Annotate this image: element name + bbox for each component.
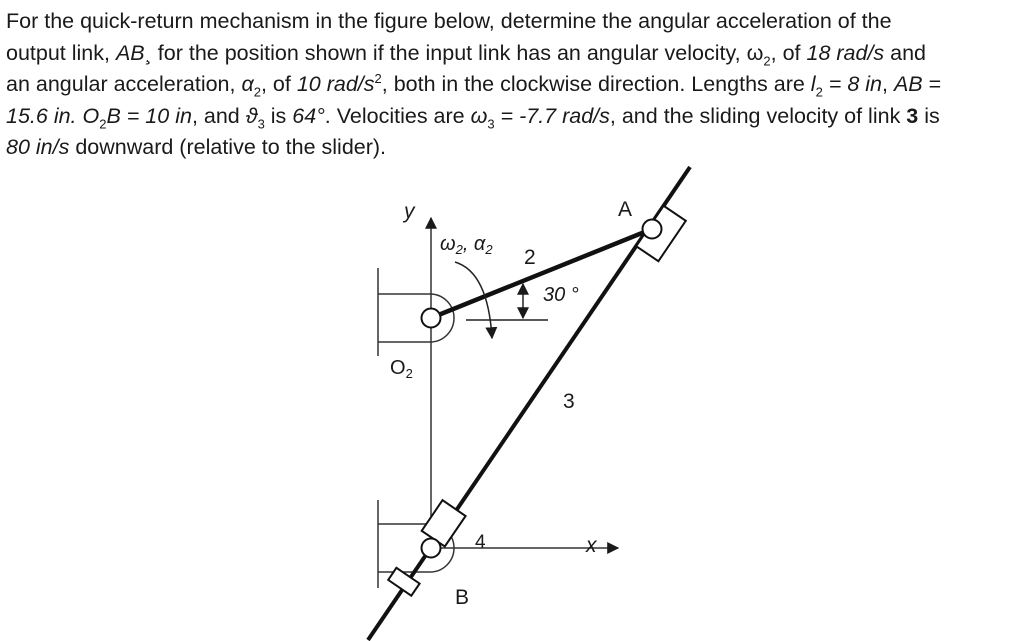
angle-label: 30 °: [543, 284, 579, 306]
pin-o2: [422, 309, 441, 328]
problem-text: ,: [881, 72, 894, 96]
omega-symbol: ω: [746, 40, 764, 65]
pin-a: [643, 220, 662, 239]
problem-text: is: [918, 103, 940, 128]
problem-text: is: [264, 103, 293, 128]
problem-value: 80 in/s: [6, 135, 70, 159]
problem-symbol: AB: [893, 72, 923, 96]
link-2-label: 2: [524, 246, 536, 269]
problem-value: B = 10 in: [106, 103, 192, 128]
problem-text: , and: [191, 103, 246, 128]
subscript: 2: [99, 115, 107, 131]
problem-text: output link,: [6, 40, 116, 65]
problem-text: an angular acceleration,: [6, 72, 242, 96]
problem-text: and: [884, 40, 927, 65]
problem-text: ¸ for the position shown if the input link has an angular velocity,: [144, 40, 747, 65]
problem-symbol: l: [810, 72, 816, 96]
problem-text: , both in the clockwise direction. Lengths are: [381, 72, 811, 96]
alpha-symbol: α: [241, 72, 254, 96]
problem-value: = -7.7 rad/s: [494, 103, 610, 128]
problem-text: . Velocities are: [324, 103, 471, 128]
problem-text: , of: [260, 72, 297, 96]
y-axis-label: y: [404, 200, 415, 223]
subscript: 2: [253, 84, 261, 100]
pin-b: [422, 539, 441, 558]
link-4-label: 4: [475, 532, 486, 553]
link-3-label: 3: [563, 390, 575, 413]
omega-symbol: ω: [470, 103, 488, 128]
problem-value: = 8 in: [822, 72, 882, 96]
problem-text: , and the sliding velocity of link: [609, 103, 907, 128]
x-axis-label: x: [586, 534, 597, 557]
problem-value: 10 rad/s: [296, 72, 375, 96]
subscript: 3: [257, 115, 265, 131]
point-a-label: A: [618, 198, 633, 221]
problem-text: =: [922, 72, 942, 96]
problem-emphasis: 3: [906, 103, 919, 128]
problem-text: AB: [115, 40, 145, 65]
theta-symbol: ϑ: [245, 103, 258, 128]
subscript: 2: [815, 84, 823, 100]
problem-text: , of: [770, 40, 807, 65]
problem-value: 64°: [292, 103, 325, 128]
problem-text: downward (relative to the slider).: [69, 135, 387, 159]
problem-value: 15.6 in. O: [6, 103, 100, 128]
problem-value: 18 rad/s: [806, 40, 885, 65]
point-b-label: B: [455, 586, 470, 609]
subscript: 3: [487, 115, 495, 131]
pivot-o2-label: $O_2$: [390, 357, 413, 381]
superscript: 2: [374, 70, 382, 86]
subscript: 2: [763, 52, 771, 68]
omega-alpha-label: $\omega_2$, $\alpha_2$: [440, 233, 493, 257]
problem-text: For the quick-return mechanism in the figure below, determine the angular acceleration of the: [6, 9, 892, 33]
